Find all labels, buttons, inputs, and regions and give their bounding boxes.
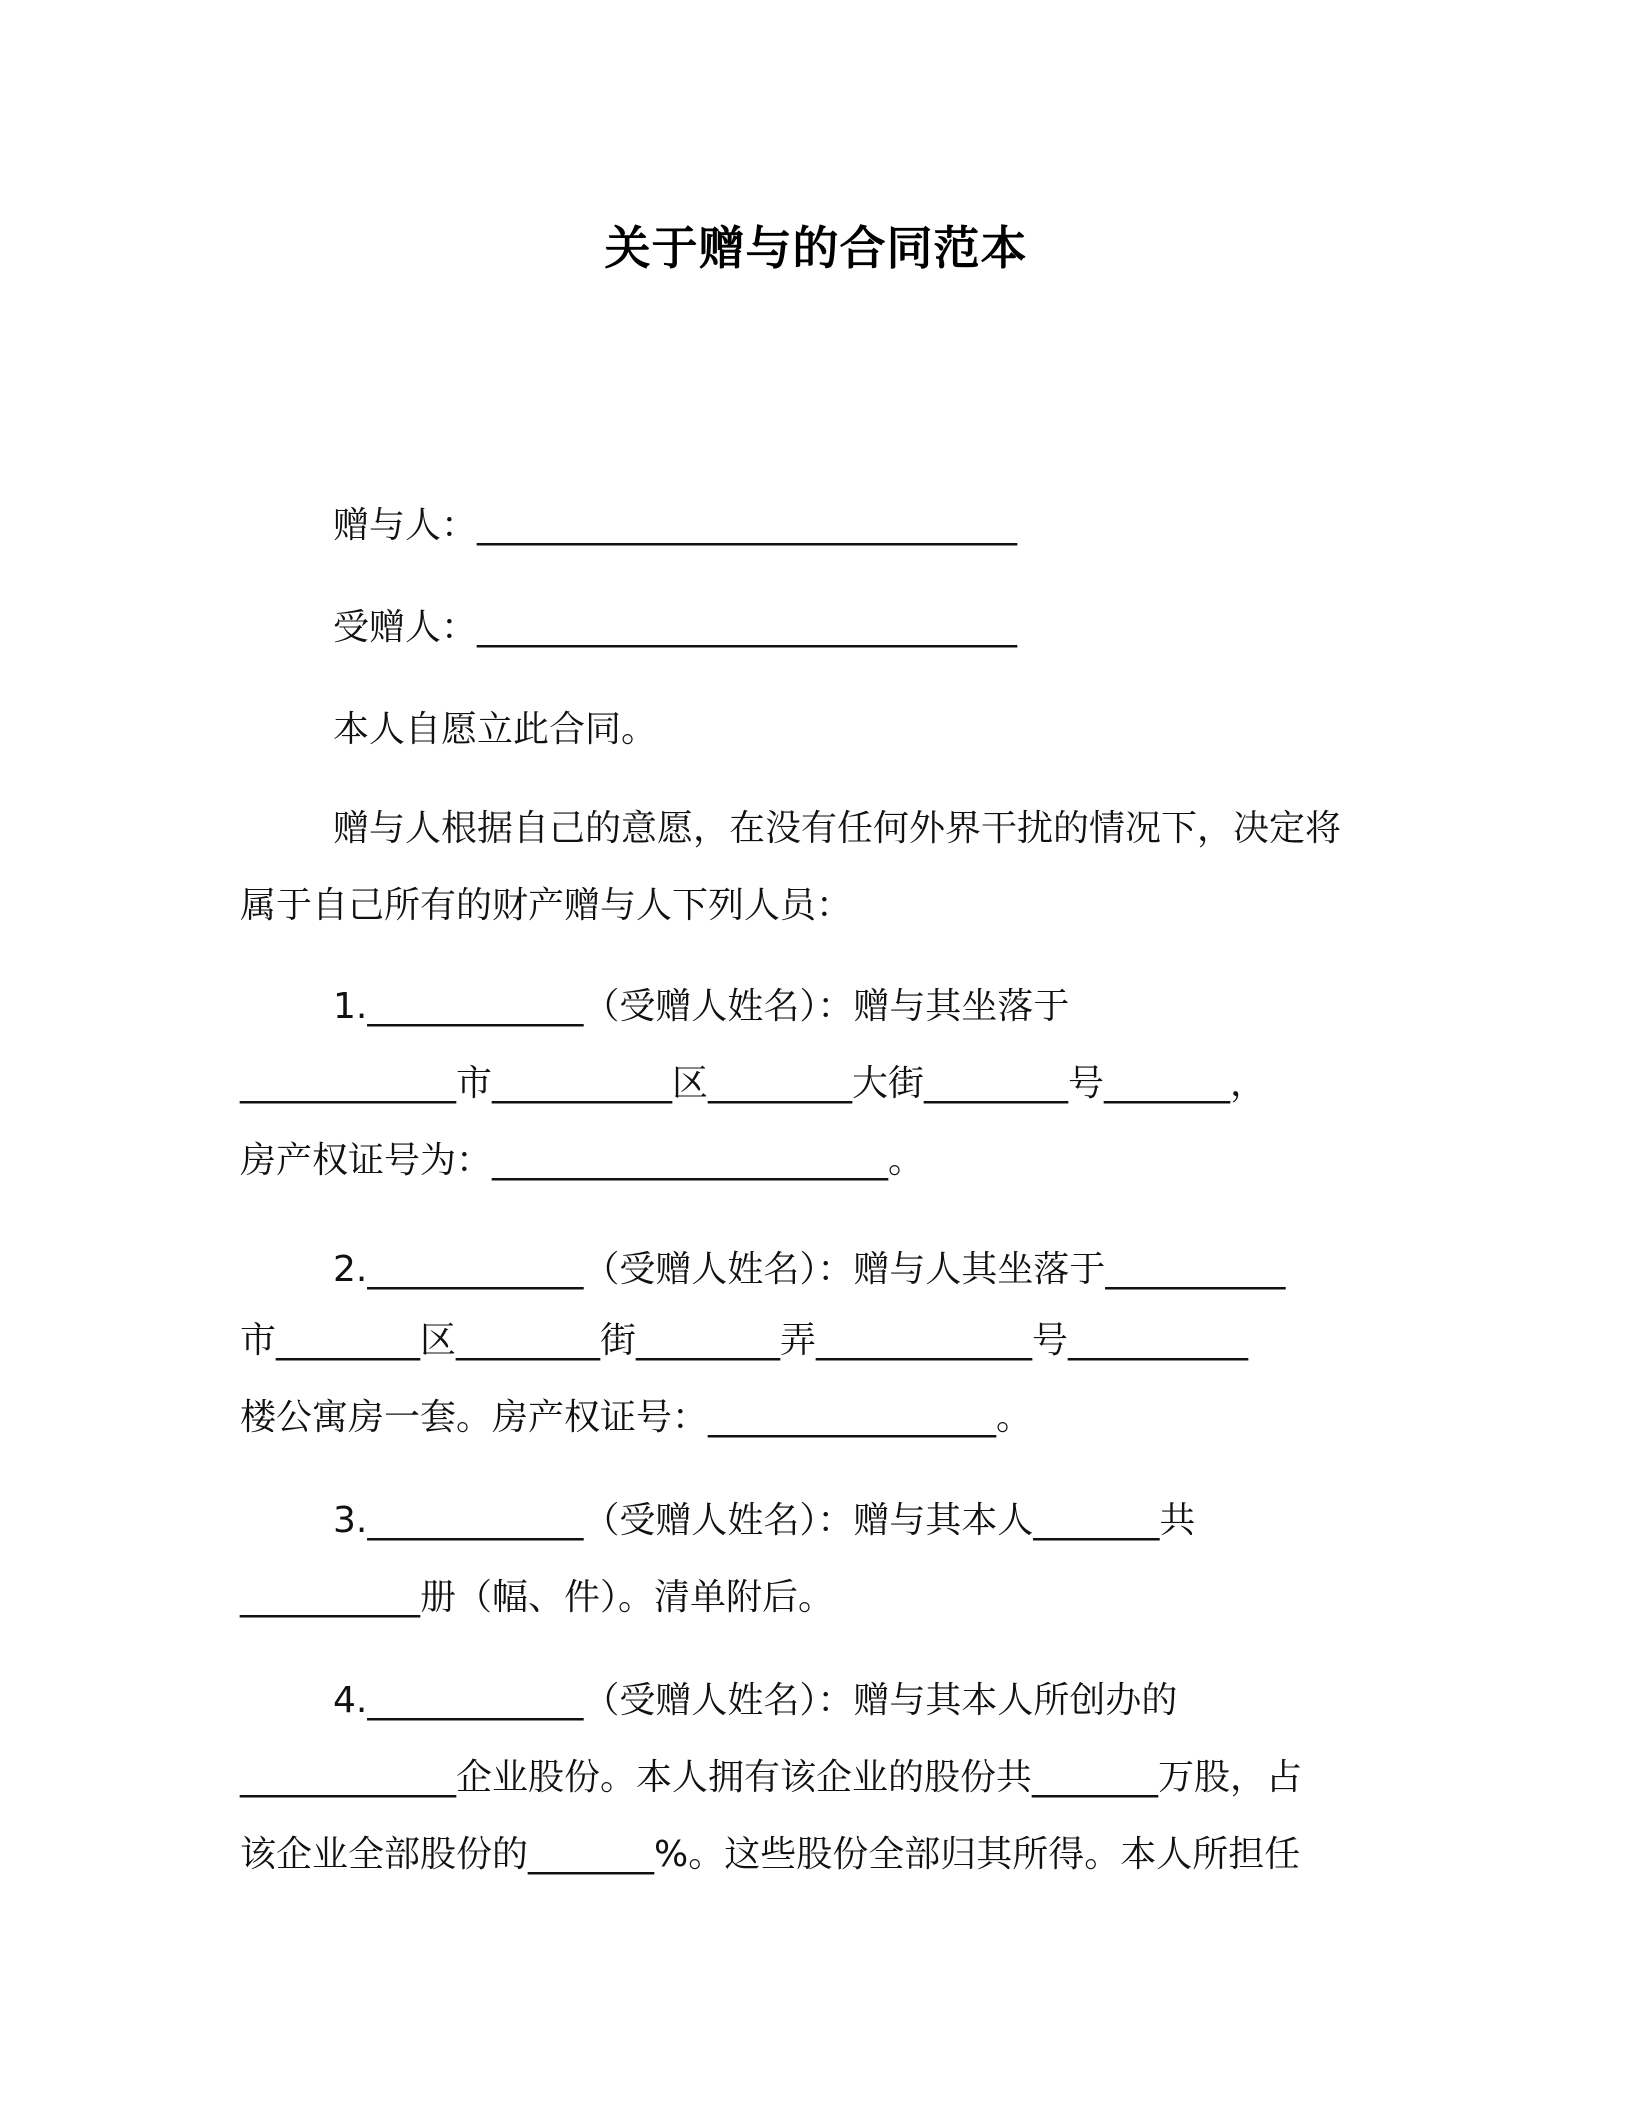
item-4-line-3: 该企业全部股份的_______%。这些股份全部归其所得。本人所担任 <box>240 1834 1301 1875</box>
item-3-line-2: __________册（幅、件）。清单附后。 <box>240 1577 835 1618</box>
item-4-line-2: ____________企业股份。本人拥有该企业的股份共_______万股，占 <box>240 1757 1303 1798</box>
item-1-line-2: ____________市__________区________大街________号_______， <box>240 1063 1266 1104</box>
item-3-line-1: 3.____________（受赠人姓名）：赠与其本人_______共 <box>333 1500 1196 1541</box>
item-2-line-3: 楼公寓房一套。房产权证号：________________。 <box>240 1397 1033 1438</box>
recipient-line: 受赠人：______________________________ <box>333 607 1018 648</box>
item-1-line-3: 房产权证号为：______________________。 <box>240 1140 925 1181</box>
donor-line: 赠与人：______________________________ <box>333 505 1018 546</box>
document-title: 关于赠与的合同范本 <box>604 221 1028 275</box>
intro-paragraph-line-1: 赠与人根据自己的意愿，在没有任何外界干扰的情况下，决定将 <box>333 808 1342 849</box>
item-2-line-1: 2.____________（受赠人姓名）：赠与人其坐落于__________ <box>333 1249 1286 1290</box>
item-1-line-1: 1.____________（受赠人姓名）：赠与其坐落于 <box>333 986 1070 1027</box>
voluntary-statement: 本人自愿立此合同。 <box>333 709 658 750</box>
intro-paragraph-line-2: 属于自己所有的财产赠与人下列人员： <box>240 885 853 926</box>
item-4-line-1: 4.____________（受赠人姓名）：赠与其本人所创办的 <box>333 1680 1178 1721</box>
item-2-line-2: 市________区________街________弄____________号__________ <box>240 1320 1248 1361</box>
